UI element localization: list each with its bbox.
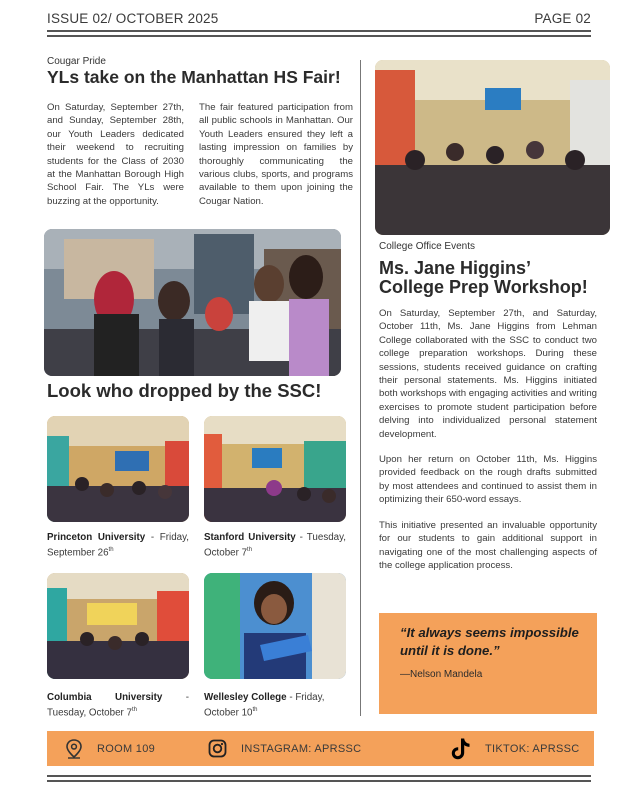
princeton-visit-caption: Princeton University - Friday, September 26th: [47, 532, 189, 559]
footer-tiktok[interactable]: [451, 737, 579, 761]
stanford-visit-photo: [204, 416, 346, 522]
workshop-paragraph-3: This initiative presented an invaluable opportunity for our students to gain additional support in navigating one of the most challenging aspects of the college application process.: [379, 519, 597, 571]
columbia-visit-date: Tuesday, October 7: [47, 707, 132, 719]
header-rule-top: [47, 30, 591, 32]
wellesley-visit-caption: Wellesley College - Friday, October 10th: [204, 692, 325, 719]
newsletter-header: [47, 9, 591, 27]
columbia-visit-caption: Columbia University - Tuesday, October 7th: [47, 692, 189, 719]
workshop-kicker: College Office Events: [379, 241, 475, 252]
quote-author: —Nelson Mandela: [400, 669, 483, 680]
instagram-icon: [208, 739, 227, 758]
workshop-paragraph-1: On Saturday, September 27th, and Saturday, October 11th, Ms. Jane Higgins from Lehman College collaborated with the SSC to conduct two college preparation workshops. During these sessions, students received guidance on crafting their personal statements. Ms. Higgins initiated both workshops with engaging activities and writing exercises to promote student participation before delving into individualized personal statement development.: [379, 308, 597, 440]
workshop-body: [379, 307, 597, 572]
hs-fair-column-1: On Saturday, September 27th, and Sunday, September 28th, our Youth Leaders dedicated their weekend to recruiting students for the Class of 2030 at the Manhattan Borough High School Fair. The YLs were buzzing at the opportunity.: [47, 102, 184, 207]
tiktok-icon: [451, 737, 471, 761]
hs-fair-title: YLs take on the Manhattan HS Fair!: [47, 67, 341, 87]
columbia-school-name: Columbia University: [47, 692, 163, 703]
issue-label: ISSUE 02/ OCTOBER 2025: [47, 10, 219, 26]
hs-fair-photo: [44, 229, 341, 376]
princeton-visit-date: Friday, September 26: [47, 532, 189, 559]
stanford-school-name: Stanford University: [204, 532, 296, 543]
workshop-paragraph-2: Upon her return on October 11th, Ms. Higgins provided feedback on the rough drafts submitted by most attendees and continued to assist them in optimizing their 650-word essays.: [379, 454, 597, 506]
stanford-visit-date: Tuesday, October 7: [204, 532, 347, 559]
quote-box: [379, 613, 597, 714]
wellesley-visit-date: Friday, October 10: [204, 692, 325, 719]
workshop-title-line-1: Ms. Jane Higgins’: [379, 258, 532, 278]
room-label: ROOM 109: [97, 742, 156, 755]
workshop-photo: [375, 60, 610, 235]
hs-fair-column-2: The fair featured participation from all public schools in Manhattan. Our Youth Leaders ensured they left a lasting impression on families by thoroughly communicating the various clubs, sports, and programs available to them upon joining the Cougar Nation.: [199, 102, 353, 207]
instagram-handle: INSTAGRAM: APRSSC: [241, 742, 362, 755]
wellesley-school-name: Wellesley College: [204, 692, 287, 703]
footer-instagram[interactable]: [208, 739, 361, 758]
footer-room: [65, 739, 155, 759]
columbia-visit-photo: [47, 573, 189, 679]
tiktok-handle: TIKTOK: APRSSC: [485, 742, 580, 755]
princeton-visit-photo: [47, 416, 189, 522]
princeton-school-name: Princeton University: [47, 532, 146, 543]
location-pin-icon: [65, 739, 83, 759]
hs-fair-kicker: Cougar Pride: [47, 56, 106, 67]
footer-rule-bottom: [47, 780, 591, 782]
stanford-visit-caption: Stanford University - Tuesday, October 7th: [204, 532, 347, 559]
footer-rule-top: [47, 775, 591, 777]
page-number: PAGE 02: [534, 10, 591, 26]
workshop-title-line-2: College Prep Workshop!: [379, 277, 588, 297]
header-rule-bottom: [47, 35, 591, 37]
quote-text: “It always seems impossible until it is done.”: [400, 625, 579, 658]
ssc-visits-title: Look who dropped by the SSC!: [47, 380, 322, 401]
column-divider: [360, 60, 361, 716]
wellesley-visit-photo: [204, 573, 346, 679]
footer-bar: [47, 731, 594, 766]
